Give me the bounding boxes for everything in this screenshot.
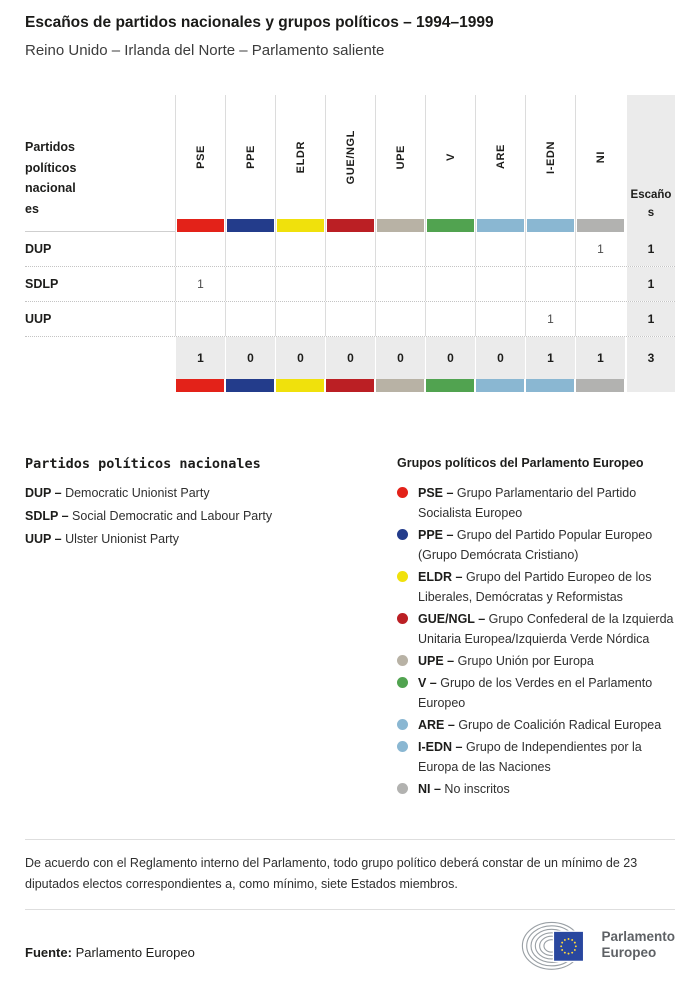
seats-table — [25, 95, 675, 392]
legend-political-groups — [397, 456, 675, 801]
group-full-name: Grupo Unión por Europa — [457, 654, 594, 668]
ep-logo-text-line1: Parlamento — [601, 929, 675, 944]
group-label: GUE/NGL — [344, 129, 357, 185]
bottom-bar-cell — [475, 379, 525, 392]
party-full-name: Democratic Unionist Party — [65, 486, 210, 500]
seat-cell — [175, 302, 225, 336]
party-full-name: Ulster Unionist Party — [65, 532, 180, 546]
row-total: 1 — [625, 302, 675, 336]
group-label-wrap — [526, 95, 575, 219]
group-label: PPE — [244, 145, 257, 169]
group-color-dot — [397, 529, 408, 540]
group-abbr: V – — [418, 676, 437, 690]
group-color-bar — [576, 379, 624, 392]
table-totals-row — [25, 337, 675, 379]
group-label-wrap — [226, 95, 275, 219]
group-description — [418, 779, 675, 799]
group-color-bar — [176, 379, 224, 392]
group-abbr: PSE – — [418, 486, 454, 500]
party-abbr: SDLP – — [25, 509, 69, 523]
group-color-dot — [397, 487, 408, 498]
bottom-bar-cell — [575, 379, 625, 392]
group-label: UPE — [394, 144, 407, 170]
group-full-name: Grupo Confederal de la Izquierda Unitaria Europea/Izquierda Verde Nórdica — [418, 612, 674, 646]
group-full-name: Grupo del Partido Popular Europeo (Grupo Demócrata Cristiano) — [418, 528, 653, 562]
party-name: UUP — [25, 312, 52, 326]
group-color-bar — [276, 379, 324, 392]
divider-top — [25, 839, 675, 840]
group-color-bar — [226, 379, 274, 392]
grand-total: 3 — [625, 337, 675, 379]
seat-cell — [325, 302, 375, 336]
seat-cell: 1 — [575, 232, 625, 266]
group-label-wrap — [476, 95, 525, 219]
group-label-wrap — [276, 95, 325, 219]
group-label: V — [444, 153, 457, 161]
group-color-bar — [577, 219, 624, 232]
ep-logo — [511, 920, 675, 970]
bottom-bar-cell — [175, 379, 225, 392]
group-color-bar — [426, 379, 474, 392]
group-abbr: UPE – — [418, 654, 455, 668]
legend-national-parties-heading: Partidos políticos nacionales — [25, 456, 261, 472]
group-color-bar — [327, 219, 374, 232]
source-label: Fuente: — [25, 945, 72, 960]
seat-cell — [325, 267, 375, 301]
footer — [25, 920, 675, 970]
row-total: 1 — [625, 267, 675, 301]
seat-cell — [275, 267, 325, 301]
seat-cell — [275, 232, 325, 266]
group-legend-item — [397, 483, 675, 523]
group-abbr: ELDR – — [418, 570, 463, 584]
group-label-wrap — [426, 95, 475, 219]
group-color-bar — [427, 219, 474, 232]
party-full-name: Social Democratic and Labour Party — [72, 509, 273, 523]
group-full-name: Grupo Parlamentario del Partido Socialista Europeo — [418, 486, 637, 520]
divider-bottom — [25, 909, 675, 910]
footnote: De acuerdo con el Reglamento interno del Parlamento, todo grupo político deberá constar de un mínimo de 23 diputados electos correspondientes a, como mínimo, siete Estados miembros. — [25, 856, 638, 891]
group-column-header-ni — [575, 95, 625, 232]
party-name: SDLP — [25, 277, 59, 291]
group-legend-item — [397, 737, 675, 777]
national-party-legend-item — [25, 486, 397, 500]
seat-cell — [425, 267, 475, 301]
table-bottom-bar-row — [25, 379, 675, 392]
group-label: PSE — [194, 145, 207, 169]
bottom-bar-cell — [425, 379, 475, 392]
seat-cell — [575, 267, 625, 301]
corner-label-line: nacional — [25, 181, 76, 195]
group-color-bar — [227, 219, 274, 232]
seat-cell — [375, 302, 425, 336]
total-cell: 0 — [425, 337, 475, 379]
seat-cell — [475, 232, 525, 266]
seat-cell — [275, 302, 325, 336]
group-legend-item — [397, 673, 675, 713]
group-color-dot — [397, 571, 408, 582]
group-color-dot — [397, 677, 408, 688]
group-legend-item — [397, 609, 675, 649]
group-column-header-i-edn — [525, 95, 575, 232]
corner-label-line: políticos — [25, 160, 77, 175]
group-abbr: ARE – — [418, 718, 455, 732]
page-subtitle: Reino Unido – Irlanda del Norte – Parlamento saliente — [25, 42, 385, 59]
group-description — [418, 525, 675, 565]
group-description — [418, 567, 675, 607]
group-full-name: Grupo del Partido Europeo de los Liberales, Demócratas y Reformistas — [418, 570, 652, 604]
total-cell: 0 — [475, 337, 525, 379]
group-legend-item — [397, 779, 675, 799]
seat-cell — [575, 302, 625, 336]
table-row-dup — [25, 232, 675, 267]
group-color-bar — [376, 379, 424, 392]
group-abbr: NI – — [418, 782, 441, 796]
seats-column-header — [625, 95, 675, 232]
seat-cell — [475, 267, 525, 301]
group-legend-item — [397, 567, 675, 607]
corner-label-line: es — [25, 201, 39, 216]
group-legend-item — [397, 525, 675, 565]
corner-label-line: Partidos — [25, 140, 76, 154]
group-label: I-EDN — [544, 140, 557, 174]
group-color-dot — [397, 741, 408, 752]
ep-logo-text — [601, 929, 675, 961]
group-description — [418, 737, 675, 777]
seat-cell — [375, 232, 425, 266]
group-color-dot — [397, 655, 408, 666]
table-header-row — [25, 95, 675, 232]
group-column-header-are — [475, 95, 525, 232]
legends-section — [25, 456, 675, 801]
party-abbr: DUP – — [25, 486, 62, 500]
seat-cell — [475, 302, 525, 336]
group-color-bar — [527, 219, 574, 232]
party-abbr: UUP – — [25, 532, 62, 546]
bottom-bar-cell — [375, 379, 425, 392]
page-title: Escaños de partidos nacionales y grupos políticos – 1994–1999 — [25, 14, 494, 31]
seat-cell: 1 — [175, 267, 225, 301]
bottom-bar-cell — [275, 379, 325, 392]
seat-cell — [525, 267, 575, 301]
group-full-name: Grupo de los Verdes en el Parlamento Europeo — [418, 676, 653, 710]
group-color-bar — [477, 219, 524, 232]
total-cell: 1 — [525, 337, 575, 379]
group-column-header-v — [425, 95, 475, 232]
seat-cell — [225, 232, 275, 266]
seat-cell — [525, 232, 575, 266]
group-description — [418, 715, 675, 735]
group-label-wrap — [176, 95, 225, 219]
seat-cell — [425, 232, 475, 266]
group-full-name: Grupo de Independientes por la Europa de las Naciones — [418, 740, 642, 774]
seats-header-line: Escaño — [630, 189, 672, 201]
bottom-bar-cell — [225, 379, 275, 392]
group-full-name: No inscritos — [444, 782, 510, 796]
group-color-bar — [526, 379, 574, 392]
total-cell: 0 — [375, 337, 425, 379]
group-column-header-eldr — [275, 95, 325, 232]
bottom-bar-cell — [325, 379, 375, 392]
group-column-header-upe — [375, 95, 425, 232]
seat-cell — [175, 232, 225, 266]
legend-political-groups-heading: Grupos políticos del Parlamento Europeo — [397, 456, 644, 470]
group-abbr: I-EDN – — [418, 740, 463, 754]
totals-label-cell — [25, 337, 175, 379]
group-label: ELDR — [294, 140, 307, 174]
group-label: NI — [594, 150, 607, 164]
seats-column-footer — [625, 379, 675, 392]
total-cell: 0 — [225, 337, 275, 379]
seat-cell — [225, 267, 275, 301]
group-color-bar — [277, 219, 324, 232]
ep-hemicycle-flag-icon — [511, 920, 595, 970]
group-description — [418, 483, 675, 523]
total-cell: 1 — [175, 337, 225, 379]
seat-cell — [375, 267, 425, 301]
table-row-uup — [25, 302, 675, 337]
group-description — [418, 673, 675, 713]
group-color-dot — [397, 613, 408, 624]
group-label-wrap — [376, 95, 425, 219]
source-value: Parlamento Europeo — [75, 945, 195, 960]
party-name: DUP — [25, 242, 52, 256]
group-color-dot — [397, 719, 408, 730]
seat-cell — [425, 302, 475, 336]
bottom-bar-label-cell — [25, 379, 175, 392]
national-party-legend-list — [25, 486, 397, 546]
seat-cell: 1 — [525, 302, 575, 336]
total-cell: 0 — [325, 337, 375, 379]
row-total: 1 — [625, 232, 675, 266]
ep-logo-text-line2: Europeo — [601, 945, 657, 960]
group-color-dot — [397, 783, 408, 794]
group-color-bar — [326, 379, 374, 392]
group-description — [418, 609, 675, 649]
group-color-bar — [476, 379, 524, 392]
group-abbr: PPE – — [418, 528, 454, 542]
national-party-legend-item — [25, 532, 397, 546]
group-column-header-gue-ngl — [325, 95, 375, 232]
group-color-bar — [177, 219, 224, 232]
group-column-header-pse — [175, 95, 225, 232]
seat-cell — [225, 302, 275, 336]
table-corner-label — [25, 95, 175, 232]
group-abbr: GUE/NGL – — [418, 612, 486, 626]
group-legend-item — [397, 651, 675, 671]
group-color-bar — [377, 219, 424, 232]
seat-cell — [325, 232, 375, 266]
national-party-legend-item — [25, 509, 397, 523]
table-row-sdlp — [25, 267, 675, 302]
group-label-wrap — [576, 95, 625, 219]
group-legend-item — [397, 715, 675, 735]
group-description — [418, 651, 675, 671]
source — [25, 945, 195, 960]
group-legend-list — [397, 483, 675, 799]
seats-header-line: s — [647, 207, 655, 219]
total-cell: 1 — [575, 337, 625, 379]
legend-national-parties — [25, 456, 397, 801]
group-full-name: Grupo de Coalición Radical Europea — [458, 718, 662, 732]
group-column-header-ppe — [225, 95, 275, 232]
total-cell: 0 — [275, 337, 325, 379]
group-label: ARE — [494, 144, 507, 170]
bottom-bar-cell — [525, 379, 575, 392]
group-label-wrap — [326, 95, 375, 219]
